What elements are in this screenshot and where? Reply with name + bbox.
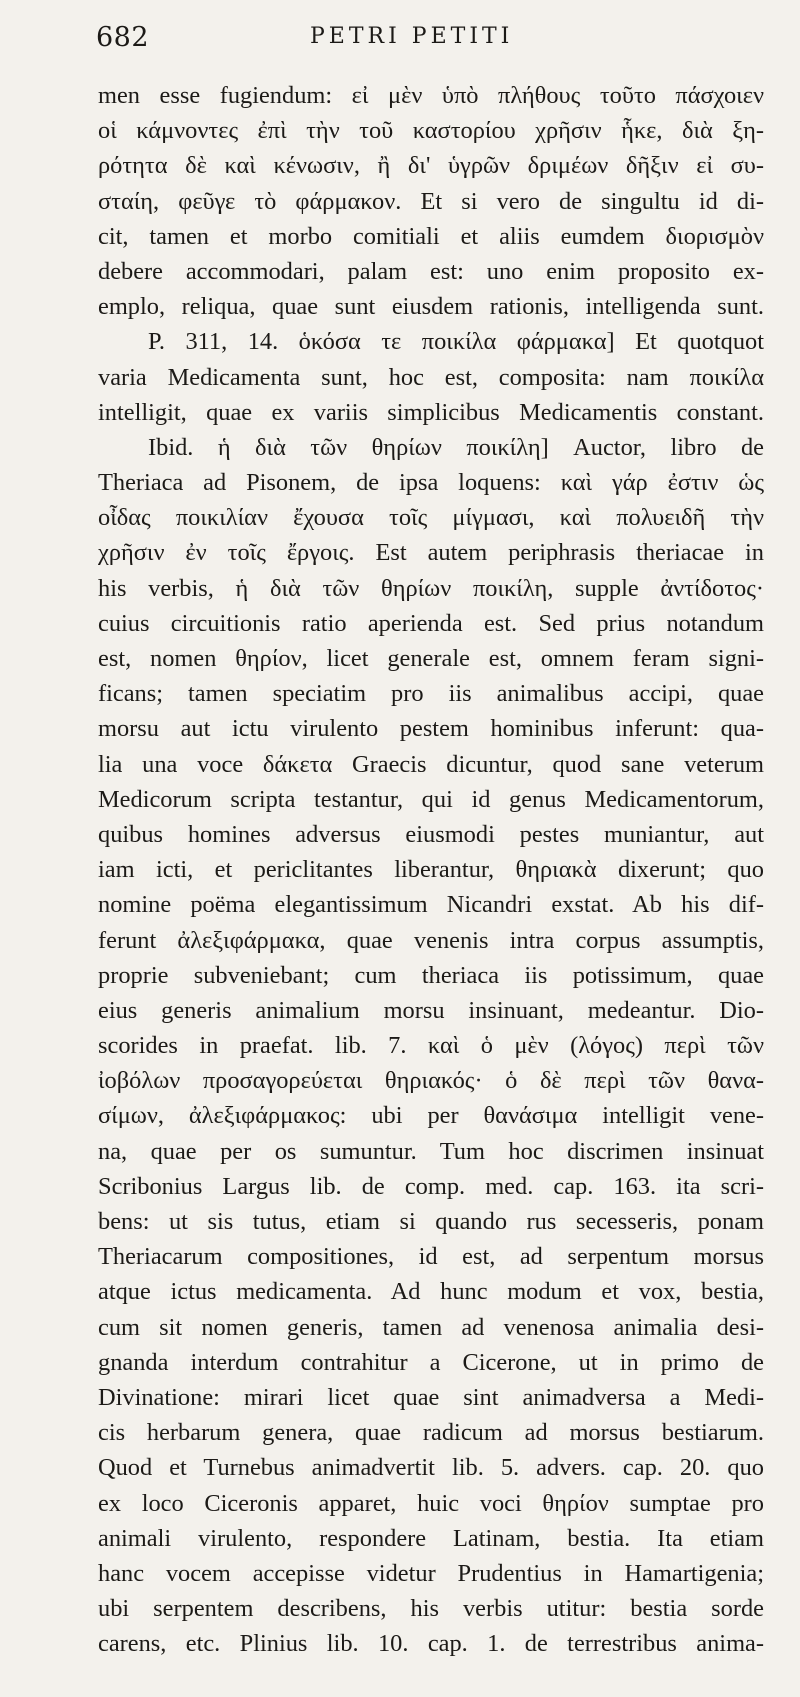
- body-text: [98, 78, 764, 1697]
- text-line: his verbis, ἡ διὰ τῶν θηρίων ποικίλη, supple ἀντίδοτος·: [98, 574, 764, 602]
- text-line: est, nomen θηρίον, licet generale est, omnem feram signi-: [98, 645, 764, 672]
- text-line: na, quae per os sumuntur. Tum hoc discrimen insinuat: [98, 1137, 764, 1165]
- text-line: atque ictus medicamenta. Ad hunc modum et vox, bestia,: [98, 1278, 764, 1306]
- text-line: ficans; tamen speciatim pro iis animalibus accipi, quae: [98, 680, 764, 708]
- text-line: varia Medicamenta sunt, hoc est, composita: nam ποικίλα: [98, 363, 764, 391]
- text-line: [98, 1661, 764, 1696]
- text-line: Ibid. ἡ διὰ τῶν θηρίων ποικίλη] Auctor, libro de: [148, 433, 764, 461]
- text-line: cit, tamen et morbo comitiali et aliis eumdem διορισμὸν: [98, 222, 764, 250]
- text-line: ἰοβόλων προσαγορεύεται θηριακός· ὁ δὲ περὶ τῶν θανα-: [98, 1067, 764, 1095]
- text-line: proprie subveniebant; cum theriaca iis potissimum, quae: [98, 961, 764, 989]
- text-line: emplo, reliqua, quae sunt eiusdem rationis, intelligenda sunt.: [98, 293, 764, 321]
- page-number: 682: [96, 22, 150, 53]
- text-line: cum sit nomen generis, tamen ad venenosa animalia desi-: [98, 1313, 764, 1341]
- text-line: men esse fugiendum: εἰ μὲν ὑπὸ πλήθους τοῦτο πάσχοιεν: [98, 82, 764, 109]
- text-line: Divinatione: mirari licet quae sint animadversa a Medi-: [98, 1383, 764, 1411]
- text-line: intelligit, quae ex variis simplicibus Medicamentis constant.: [98, 398, 764, 426]
- text-line: scorides in praefat. lib. 7. καὶ ὁ μὲν (λόγος) περὶ τῶν: [98, 1032, 764, 1060]
- text-line: Medicorum scripta testantur, qui id genus Medicamentorum,: [98, 785, 764, 813]
- text-line: οἶδας ποικιλίαν ἔχουσα τοῖς μίγμασι, καὶ πολυειδῆ τὴν: [98, 504, 764, 532]
- text-line: debere accommodari, palam est: uno enim proposito ex-: [98, 257, 764, 285]
- page-header: [0, 18, 800, 58]
- text-line: animali virulento, respondere Latinam, bestia. Ita etiam: [98, 1524, 764, 1552]
- text-line: quibus homines adversus eiusmodi pestes muniantur, aut: [98, 820, 764, 848]
- running-head: PETRI PETITI: [310, 24, 514, 49]
- text-line: ferunt ἀλεξιφάρμακα, quae venenis intra corpus assumptis,: [98, 926, 764, 954]
- text-line: Theriacarum compositiones, id est, ad serpentum morsus: [98, 1243, 764, 1271]
- text-line: Quod et Turnebus animadvertit lib. 5. advers. cap. 20. quo: [98, 1454, 764, 1482]
- text-line: ubi serpentem describens, his verbis utitur: bestia sorde: [98, 1595, 764, 1623]
- text-line: ex loco Ciceronis apparet, huic voci θηρίον sumptae pro: [98, 1489, 764, 1517]
- text-line: σταίη, φεῦγε τὸ φάρμακον. Et si vero de singultu id di-: [98, 187, 764, 215]
- text-line: nomine poëma elegantissimum Nicandri exstat. Ab his dif-: [98, 891, 764, 919]
- text-line: Scribonius Largus lib. de comp. med. cap. 163. ita scri-: [98, 1172, 764, 1200]
- text-line: eius generis animalium morsu insinuant, medeantur. Dio-: [98, 996, 764, 1024]
- text-line: carens, etc. Plinius lib. 10. cap. 1. de terrestribus anima-: [98, 1630, 764, 1658]
- text-line: cis herbarum genera, quae radicum ad morsus bestiarum.: [98, 1419, 764, 1447]
- text-line: σίμων, ἀλεξιφάρμακος: ubi per θανάσιμα intelligit vene-: [98, 1102, 764, 1130]
- text-line: iam icti, et periclitantes liberantur, θηριακὰ dixerunt; quo: [98, 856, 764, 884]
- text-line: P. 311, 14. ὁκόσα τε ποικίλα φάρμακα] Et quotquot: [148, 328, 764, 356]
- text-line: οἱ κάμνοντες ἐπὶ τὴν τοῦ καστορίου χρῆσιν ἧκε, διὰ ξη-: [98, 117, 764, 145]
- text-line: χρῆσιν ἐν τοῖς ἔργοις. Est autem periphrasis theriacae in: [98, 539, 764, 567]
- text-line: Theriaca ad Pisonem, de ipsa loquens: καὶ γάρ ἐστιν ὡς: [98, 469, 764, 497]
- text-line: bens: ut sis tutus, etiam si quando rus secesseris, ponam: [98, 1208, 764, 1235]
- text-line: morsu aut ictu virulento pestem hominibus inferunt: qua-: [98, 715, 764, 743]
- text-line: cuius circuitionis ratio aperienda est. Sed prius notandum: [98, 609, 764, 637]
- text-line: lia una voce δάκετα Graecis dicuntur, quod sane veterum: [98, 750, 764, 778]
- text-line: ρότητα δὲ καὶ κένωσιν, ἢ δι' ὑγρῶν δριμέων δῆξιν εἰ συ-: [98, 152, 764, 180]
- text-line: gnanda interdum contrahitur a Cicerone, ut in primo de: [98, 1348, 764, 1376]
- text-line: hanc vocem accepisse videtur Prudentius in Hamartigenia;: [98, 1559, 764, 1587]
